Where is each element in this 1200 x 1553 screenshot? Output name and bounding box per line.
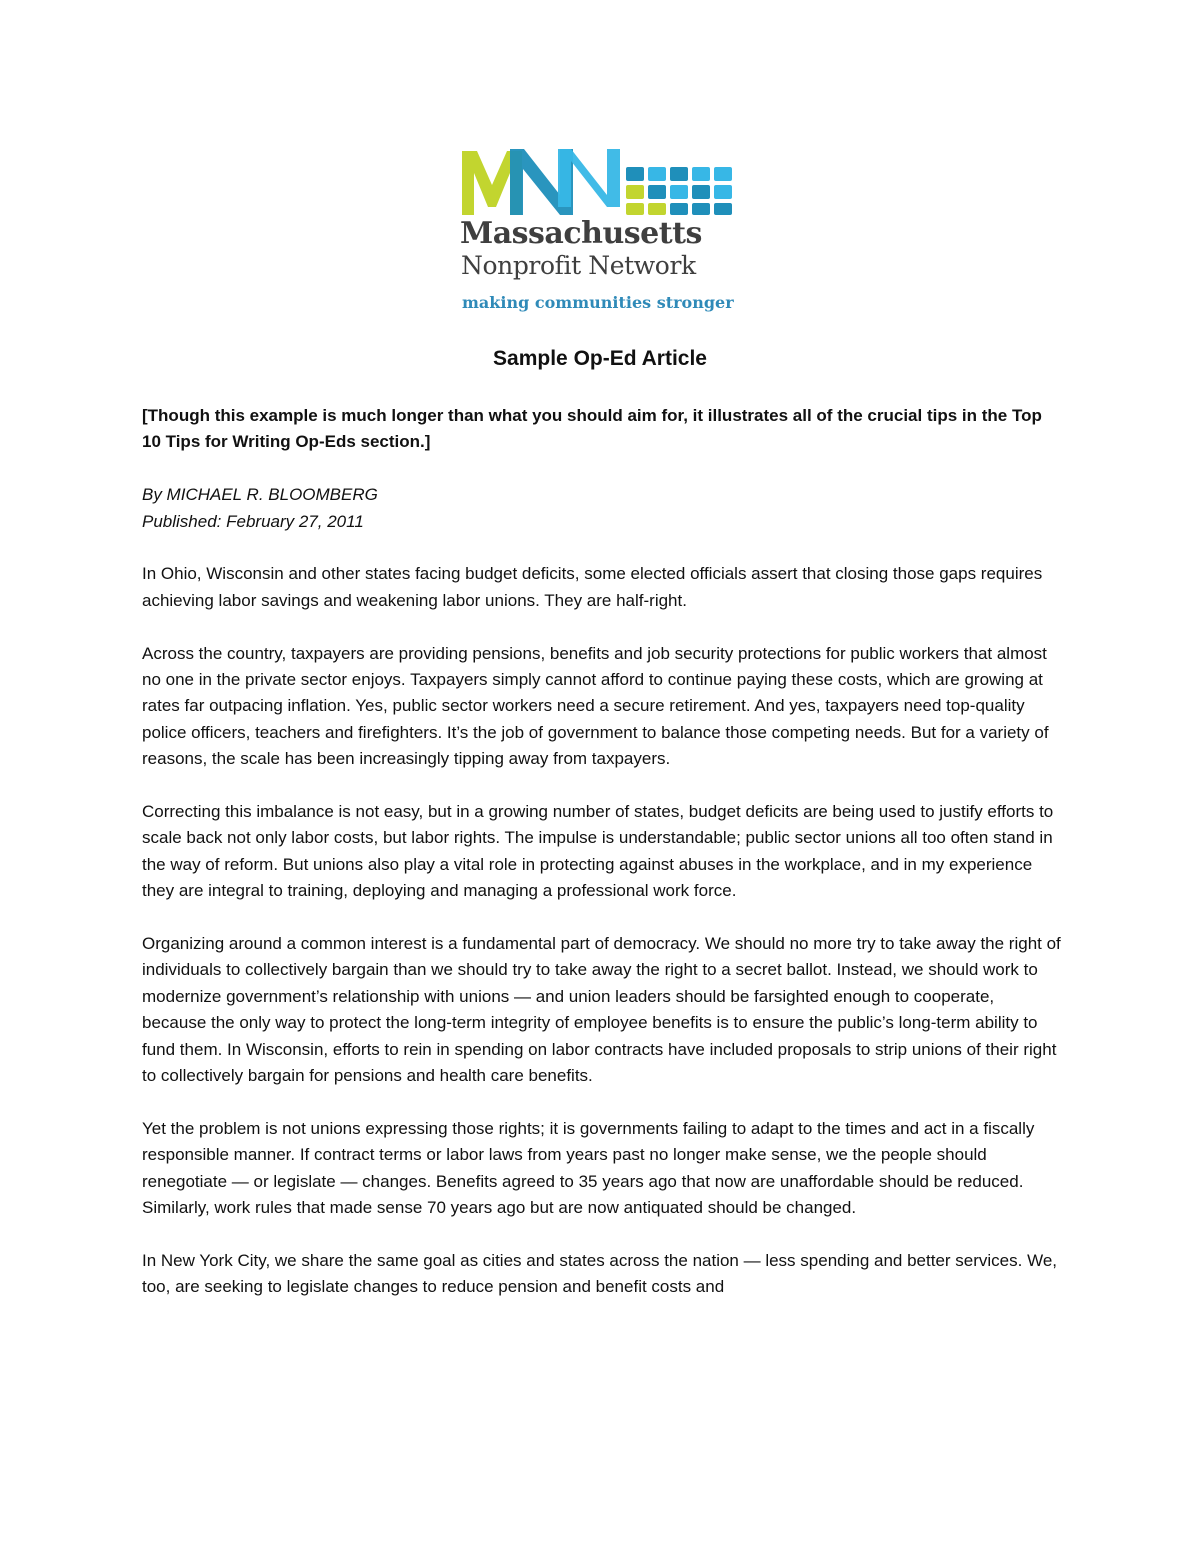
mnn-logo: [460, 145, 750, 320]
article-paragraph: Correcting this imbalance is not easy, but in a growing number of states, budget deficits are being used to justify efforts to scale back not only labor costs, but labor rights. The impulse is understandable; public sector unions all too often stand in the way of reform. But unions also play a vital role in protecting against abuses in the workplace, and in my experience they are integral to training, deploying and managing a professional work force.: [142, 802, 1054, 901]
logo-grid-squares: [626, 167, 732, 215]
byline-author: By MICHAEL R. BLOOMBERG: [142, 485, 378, 505]
byline-published-date: Published: February 27, 2011: [142, 511, 364, 531]
article-paragraph: Organizing around a common interest is a fundamental part of democracy. We should no more try to take away the right of individuals to collectively bargain than we should try to take away the right to a secret ballot. Instead, we should work to modernize government’s relationship with unions — and union leaders should be farsighted enough to cooperate, because the only way to protect the long-term integrity of employee benefits is to ensure the public’s long-term ability to fund them. In Wisconsin, efforts to rein in spending on labor contracts have included proposals to strip unions of their right to collectively bargain for pensions and health care benefits.: [142, 934, 1061, 1086]
article-paragraph: Yet the problem is not unions expressing those rights; it is governments failing to adapt to the times and act in a fiscally responsible manner. If contract terms or labor laws from years past no longer make sense, we the people should renegotiate — or legislate — changes. Benefits agreed to 35 years ago that now are unaffordable should be reduced. Similarly, work rules that made sense 70 years ago but are now antiquated should be changed.: [142, 1118, 1035, 1218]
article-paragraph: In Ohio, Wisconsin and other states facing budget deficits, some elected officials assert that closing those gaps requires achieving labor savings and weakening labor unions. They are half-right.: [142, 564, 1043, 610]
article-content: [142, 403, 1062, 1327]
org-name-line2: Nonprofit Network: [461, 251, 696, 280]
org-tagline: making communities stronger: [462, 293, 734, 312]
org-name-line1: Massachusetts: [460, 216, 702, 251]
page-title: Sample Op-Ed Article: [493, 347, 707, 370]
logo-letter-n2: [558, 149, 620, 207]
editor-note: [Though this example is much longer than what you should aim for, it illustrates all of the crucial tips in the Top 10 Tips for Writing Op-Eds section.]: [142, 406, 1042, 452]
article-paragraph: In New York City, we share the same goal as cities and states across the nation — less spending and better services. We, too, are seeking to legislate changes to reduce pension and benefit costs and: [142, 1250, 1058, 1297]
byline-block: [142, 482, 1062, 535]
mnn-logo-mark: [460, 145, 750, 217]
article-paragraph: Across the country, taxpayers are providing pensions, benefits and job security protections for public workers that almost no one in the private sector enjoys. Taxpayers simply cannot afford to continue paying these costs, which are growing at rates far outpacing inflation. Yes, public sector workers need a secure retirement. And yes, taxpayers need top-quality police officers, teachers and firefighters. It’s the job of government to balance those competing needs. But for a variety of reasons, the scale has been increasingly tipping away from taxpayers.: [142, 643, 1049, 769]
